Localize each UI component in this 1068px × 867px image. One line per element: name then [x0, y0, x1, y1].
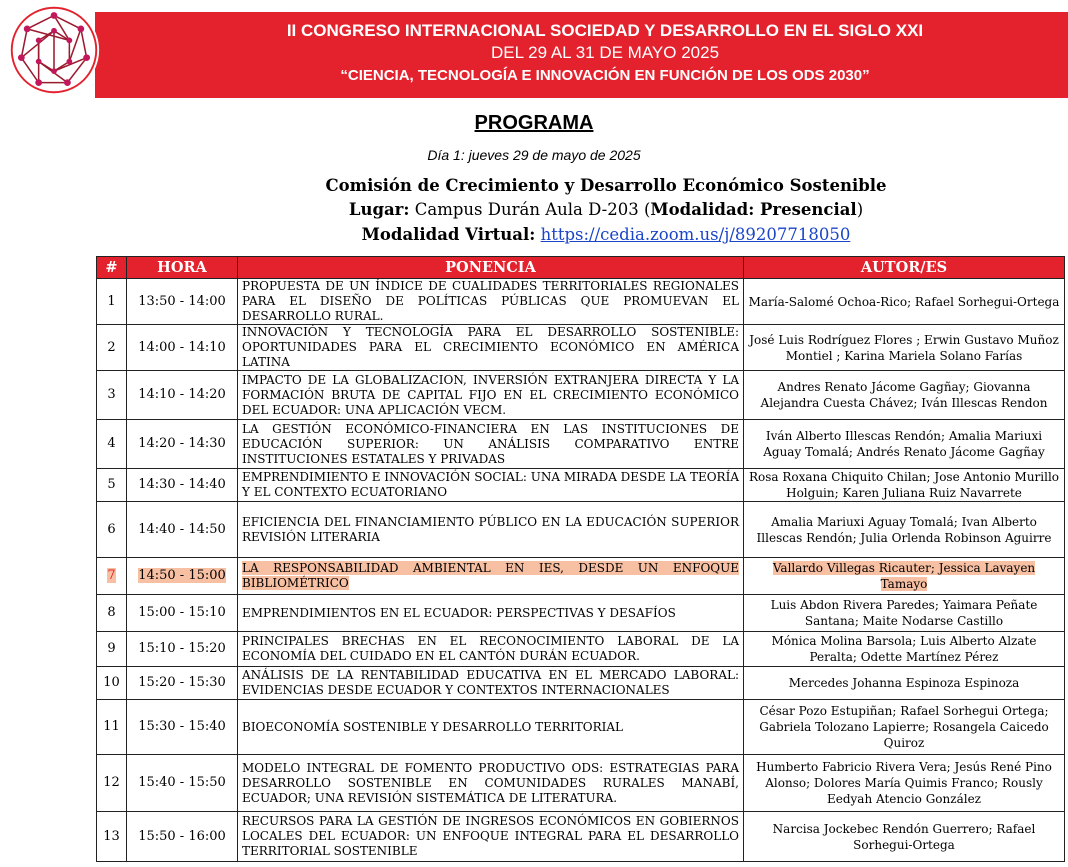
row-number: 13 [97, 812, 127, 862]
col-header-number: # [97, 257, 127, 279]
table-row [97, 700, 1065, 755]
row-authors: Mónica Molina Barsola; Luis Alberto Alzate Peralta; Odette Martínez Pérez [744, 632, 1065, 667]
row-authors: Amalia Mariuxi Aguay Tomalá; Ivan Alberto Illescas Rendón; Julia Orlenda Robinson Aguirre [744, 502, 1065, 558]
row-authors: Mercedes Johanna Espinoza Espinoza [744, 667, 1065, 700]
row-number: 9 [97, 632, 127, 667]
virtual-label: Modalidad Virtual: [361, 225, 536, 244]
row-authors: Luis Abdon Rivera Paredes; Yaimara Peñate Santana; Maite Nodarse Castillo [744, 595, 1065, 632]
table-row [97, 325, 1065, 371]
col-header-autores: AUTOR/ES [744, 257, 1065, 279]
table-row [97, 558, 1065, 595]
place-label: Lugar: [348, 200, 410, 219]
congress-motto: “CIENCIA, TECNOLOGÍA E INNOVACIÓN EN FUNCIÓN DE LOS ODS 2030” [340, 67, 870, 84]
network-globe-logo-icon [6, 2, 102, 98]
day-label: Día 1: jueves 29 de mayo de 2025 [427, 147, 641, 163]
row-authors: María-Salomé Ochoa-Rico; Rafael Sorhegui-Ortega [744, 279, 1065, 325]
row-number: 6 [97, 502, 127, 558]
row-number: 1 [97, 279, 127, 325]
table-row [97, 279, 1065, 325]
row-ponencia: EMPRENDIMIENTOS EN EL ECUADOR: PERSPECTIVAS Y DESAFÍOS [238, 595, 744, 632]
row-number: 2 [97, 325, 127, 371]
row-authors: José Luis Rodríguez Flores ; Erwin Gustavo Muñoz Montiel ; Karina Mariela Solano Farías [744, 325, 1065, 371]
row-time: 14:50 - 15:00 [127, 558, 238, 595]
row-time: 15:00 - 15:10 [127, 595, 238, 632]
row-ponencia: RECURSOS PARA LA GESTIÓN DE INGRESOS ECONÓMICOS EN GOBIERNOS LOCALES DEL ECUADOR: UN ENFOQUE INTEGRAL PARA EL DESARROLLO TERRITORIAL SOSTENIBLE [238, 812, 744, 862]
table-row [97, 595, 1065, 632]
row-ponencia: EMPRENDIMIENTO E INNOVACIÓN SOCIAL: UNA MIRADA DESDE LA TEORÍA Y EL CONTEXTO ECUATORIANO [238, 469, 744, 502]
row-time: 15:50 - 16:00 [127, 812, 238, 862]
row-ponencia: INNOVACIÓN Y TECNOLOGÍA PARA EL DESARROLLO SOSTENIBLE: OPORTUNIDADES PARA EL CRECIMIENTO ECONÓMICO EN AMÉRICA LATINA [238, 325, 744, 371]
commission-place [0, 200, 1068, 219]
row-time: 14:20 - 14:30 [127, 420, 238, 469]
row-number: 7 [97, 558, 127, 595]
table-row [97, 502, 1065, 558]
page-title: PROGRAMA [474, 112, 594, 134]
close-paren: ) [856, 200, 864, 219]
row-ponencia: IMPACTO DE LA GLOBALIZACION, INVERSIÓN EXTRANJERA DIRECTA Y LA FORMACIÓN BRUTA DE CAPITAL FIJO EN EL CRECIMIENTO ECONÓMICO DEL ECUADOR: UNA APLICACIÓN VECM. [238, 371, 744, 420]
col-header-hora: HORA [127, 257, 238, 279]
row-time: 14:30 - 14:40 [127, 469, 238, 502]
table-row [97, 812, 1065, 862]
row-number: 3 [97, 371, 127, 420]
row-ponencia: ANÁLISIS DE LA RENTABILIDAD EDUCATIVA EN EL MERCADO LABORAL: EVIDENCIAS DESDE ECUADOR Y CONTEXTOS INTERNACIONALES [238, 667, 744, 700]
modality-label: Modalidad: Presencial [650, 200, 857, 219]
row-authors: Humberto Fabricio Rivera Vera; Jesús René Pino Alonso; Dolores María Quimis Franco; Rously Eedyah Atencio González [744, 755, 1065, 812]
table-row [97, 469, 1065, 502]
row-ponencia: MODELO INTEGRAL DE FOMENTO PRODUCTIVO ODS: ESTRATEGIAS PARA DESARROLLO SOSTENIBLE EN COMUNIDADES RURALES MANABÍ, ECUADOR; UNA REVISIÓN SISTEMÁTICA DE LITERATURA. [238, 755, 744, 812]
congress-title: II CONGRESO INTERNACIONAL SOCIEDAD Y DESARROLLO EN EL SIGLO XXI [286, 21, 924, 40]
row-time: 13:50 - 14:00 [127, 279, 238, 325]
row-authors: Rosa Roxana Chiquito Chilan; Jose Antonio Murillo Holguin; Karen Juliana Ruiz Navarrete [744, 469, 1065, 502]
row-authors: Narcisa Jockebec Rendón Guerrero; Rafael Sorhegui-Ortega [744, 812, 1065, 862]
table-row [97, 632, 1065, 667]
zoom-link[interactable]: https://cedia.zoom.us/j/89207718050 [540, 225, 851, 244]
row-number: 10 [97, 667, 127, 700]
table-header-row [97, 257, 1065, 279]
row-number: 8 [97, 595, 127, 632]
row-authors: Iván Alberto Illescas Rendón; Amalia Mariuxi Aguay Tomalá; Andrés Renato Jácome Gagñay [744, 420, 1065, 469]
place-value: Campus Durán Aula D-203 ( [414, 200, 651, 219]
row-ponencia: LA RESPONSABILIDAD AMBIENTAL EN IES, DESDE UN ENFOQUE BIBLIOMÉTRICO [238, 558, 744, 595]
row-ponencia: LA GESTIÓN ECONÓMICO-FINANCIERA EN LAS INSTITUCIONES DE EDUCACIÓN SUPERIOR: UN ANÁLISIS COMPARATIVO ENTRE INSTITUCIONES ESTATALES Y PRIVADAS [238, 420, 744, 469]
row-time: 15:40 - 15:50 [127, 755, 238, 812]
table-row [97, 371, 1065, 420]
row-authors: Vallardo Villegas Ricauter; Jessica Lavayen Tamayo [744, 558, 1065, 595]
table-row [97, 420, 1065, 469]
row-time: 15:20 - 15:30 [127, 667, 238, 700]
row-number: 12 [97, 755, 127, 812]
row-time: 14:10 - 14:20 [127, 371, 238, 420]
row-number: 11 [97, 700, 127, 755]
commission-name: Comisión de Crecimiento y Desarrollo Económico Sostenible [325, 176, 887, 195]
congress-dates: DEL 29 AL 31 DE MAYO 2025 [490, 43, 720, 62]
row-number: 4 [97, 420, 127, 469]
row-time: 14:00 - 14:10 [127, 325, 238, 371]
row-ponencia: BIOECONOMÍA SOSTENIBLE Y DESARROLLO TERRITORIAL [238, 700, 744, 755]
row-time: 15:30 - 15:40 [127, 700, 238, 755]
row-number: 5 [97, 469, 127, 502]
commission-virtual [0, 225, 1068, 244]
row-ponencia: PROPUESTA DE UN ÍNDICE DE CUALIDADES TERRITORIALES REGIONALES PARA EL DISEÑO DE POLÍTICAS PÚBLICAS QUE PROMUEVAN EL DESARROLLO RURAL. [238, 279, 744, 325]
col-header-ponencia: PONENCIA [238, 257, 744, 279]
row-time: 15:10 - 15:20 [127, 632, 238, 667]
program-table [96, 256, 1065, 862]
row-authors: César Pozo Estupiñan; Rafael Sorhegui Ortega; Gabriela Tolozano Lapierre; Rosangela Caicedo Quiroz [744, 700, 1065, 755]
row-time: 14:40 - 14:50 [127, 502, 238, 558]
row-authors: Andres Renato Jácome Gagñay; Giovanna Alejandra Cuesta Chávez; Iván Illescas Rendon [744, 371, 1065, 420]
table-row [97, 755, 1065, 812]
table-row [97, 667, 1065, 700]
congress-header [0, 0, 1068, 100]
row-ponencia: EFICIENCIA DEL FINANCIAMIENTO PÚBLICO EN LA EDUCACIÓN SUPERIOR REVISIÓN LITERARIA [238, 502, 744, 558]
row-ponencia: PRINCIPALES BRECHAS EN EL RECONOCIMIENTO LABORAL DE LA ECONOMÍA DEL CUIDADO EN EL CANTÓN DURÁN ECUADOR. [238, 632, 744, 667]
